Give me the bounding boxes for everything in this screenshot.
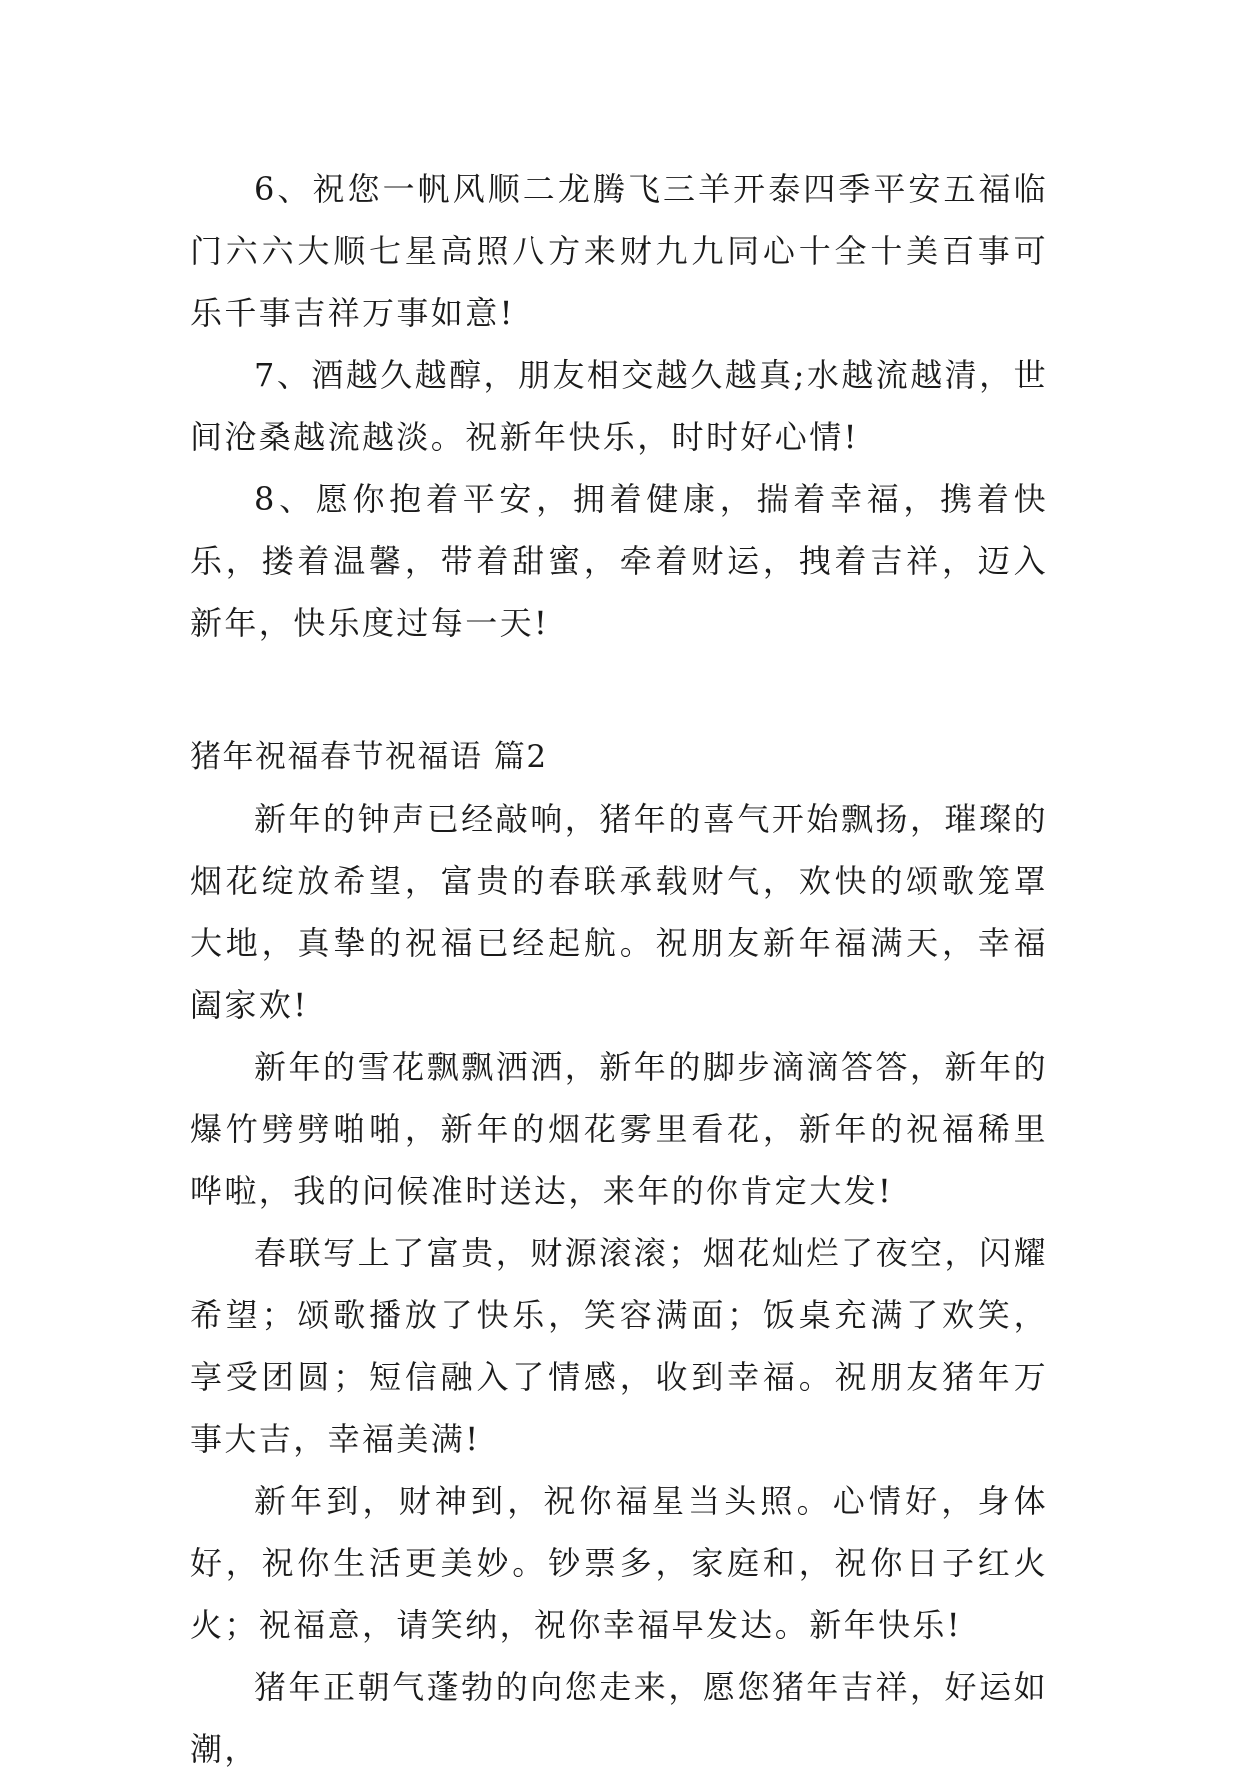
paragraph-new-year-bells: 新年的钟声已经敲响，猪年的喜气开始飘扬，璀璨的烟花绽放希望，富贵的春联承载财气，欢快的颂歌笼罩大地，真挚的祝福已经起航。祝朋友新年福满天，幸福阖家欢!: [190, 800, 1048, 1024]
paragraph-new-year-snow: 新年的雪花飘飘洒洒，新年的脚步滴滴答答，新年的爆竹劈劈啪啪，新年的烟花雾里看花，新年的祝福稀里哗啦，我的问候准时送达，来年的你肯定大发!: [190, 1048, 1048, 1210]
paragraph-blessing-6: 6、祝您一帆风顺二龙腾飞三羊开泰四季平安五福临门六六大顺七星高照八方来财九九同心十全十美百事可乐千事吉祥万事如意!: [190, 170, 1048, 332]
paragraph-spring-couplets: 春联写上了富贵，财源滚滚；烟花灿烂了夜空，闪耀希望；颂歌播放了快乐，笑容满面；饭桌充满了欢笑，享受团圆；短信融入了情感，收到幸福。祝朋友猪年万事大吉，幸福美满!: [190, 1234, 1048, 1458]
paragraph-pig-year-vigor: 猪年正朝气蓬勃的向您走来，愿您猪年吉祥，好运如潮，: [190, 1668, 1048, 1768]
paragraph-god-of-wealth: 新年到，财神到，祝你福星当头照。心情好，身体好，祝你生活更美妙。钞票多，家庭和，祝你日子红火火；祝福意，请笑纳，祝你幸福早发达。新年快乐!: [190, 1482, 1048, 1644]
paragraph-blessing-8: 8、愿你抱着平安，拥着健康，揣着幸福，携着快乐，搂着温馨，带着甜蜜，牵着财运，拽着吉祥，迈入新年，快乐度过每一天!: [190, 480, 1048, 642]
section-spacer: [190, 654, 1048, 726]
paragraph-blessing-7: 7、酒越久越醇，朋友相交越久越真;水越流越清，世间沧桑越流越淡。祝新年快乐，时时好心情!: [190, 356, 1048, 456]
section-heading: 猪年祝福春节祝福语 篇2: [190, 739, 548, 775]
document-body: [190, 158, 1048, 1780]
